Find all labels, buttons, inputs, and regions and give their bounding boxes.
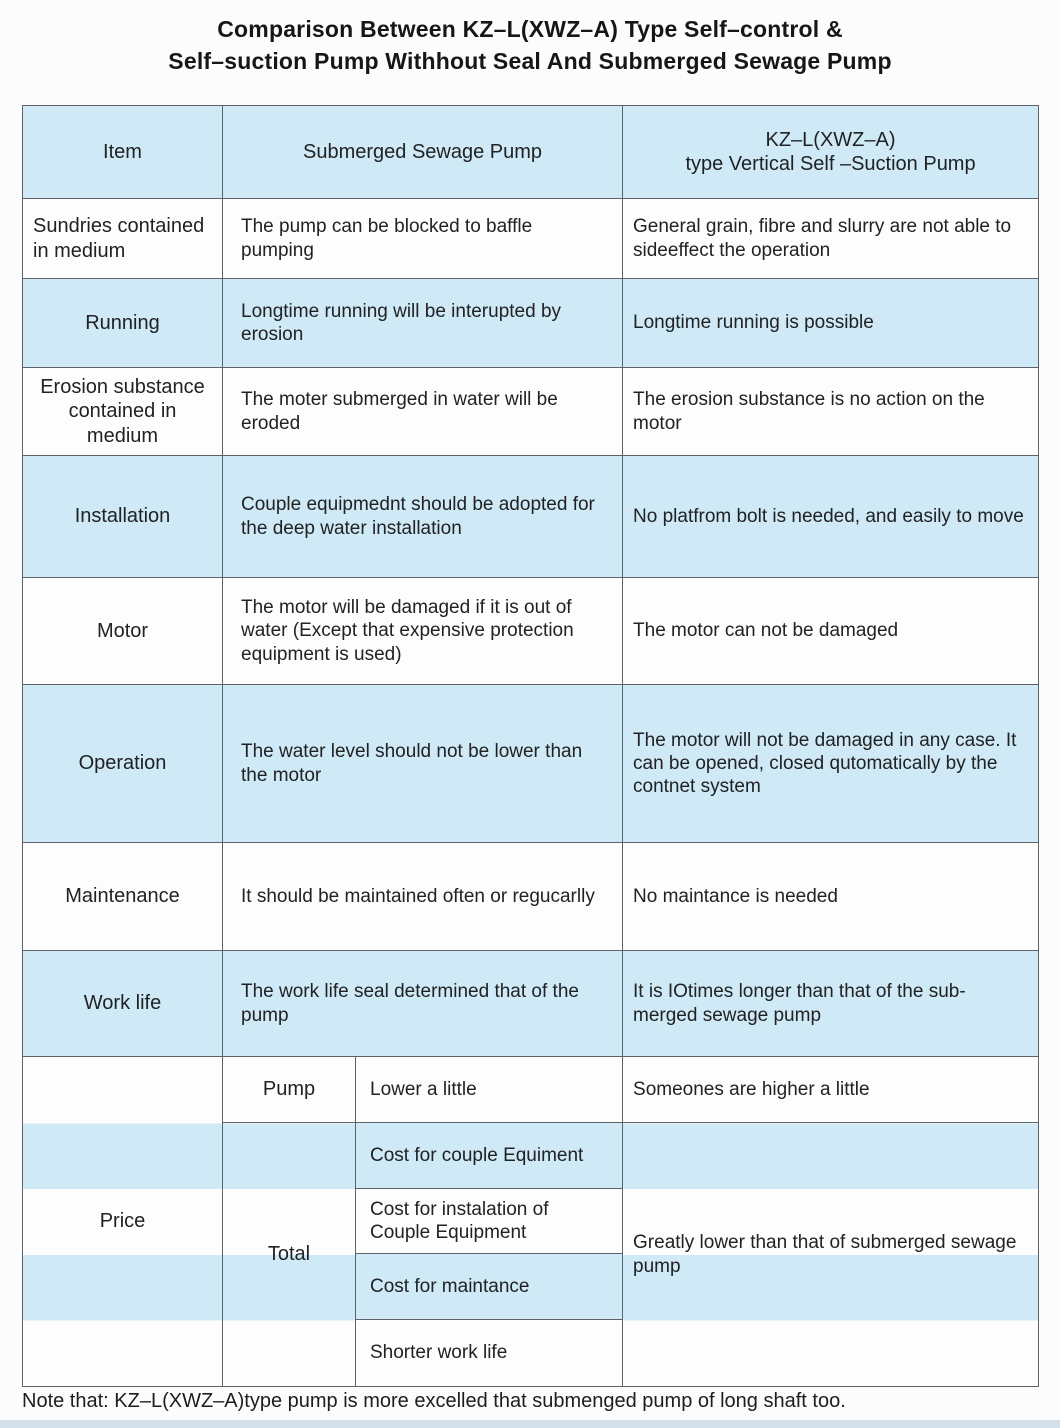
header-cell-submerged: Submerged Sewage Pump	[223, 106, 623, 199]
header-kz-line2: type Vertical Self –Suction Pump	[685, 153, 976, 175]
price-pump-submerged-cell: Lower a little	[356, 1057, 623, 1123]
table-row-maintenance	[23, 843, 1039, 951]
submerged-cell-running: Longtime running will be interupted by erosion	[223, 279, 623, 368]
submerged-cell-maintenance: It should be maintained often or regucarlly	[223, 843, 623, 951]
kz-cell-running: Longtime running is possible	[623, 279, 1039, 368]
item-cell-sundries: Sundries contained in medium	[23, 199, 223, 279]
item-cell-operation: Operation	[23, 685, 223, 843]
item-cell-maintenance: Maintenance	[23, 843, 223, 951]
table-row-running	[23, 279, 1039, 368]
submerged-cell-erosion: The moter submerged in water will be eroded	[223, 368, 623, 456]
item-cell-running: Running	[23, 279, 223, 368]
kz-cell-worklife: It is IOtimes longer than that of the sub-merged sewage pump	[623, 951, 1039, 1057]
price-pump-label-cell: Pump	[223, 1057, 356, 1123]
submerged-cell-motor: The motor will be damaged if it is out of water (Except that expensive protection equipment is used)	[223, 578, 623, 685]
kz-cell-operation: The motor will not be damaged in any case. It can be opened, closed qutomatically by the contnet system	[623, 685, 1039, 843]
submerged-cell-sundries: The pump can be blocked to baffle pumping	[223, 199, 623, 279]
price-cost-item-cell: Cost for maintance	[356, 1254, 623, 1320]
kz-cell-maintenance: No maintance is needed	[623, 843, 1039, 951]
header-kz-line1: KZ–L(XWZ–A)	[765, 128, 896, 151]
item-cell-worklife: Work life	[23, 951, 223, 1057]
table-row-operation	[23, 685, 1039, 843]
footnote: Note that: KZ–L(XWZ–A)type pump is more excelled that submenged pump of long shaft too.	[22, 1390, 846, 1412]
table-row-worklife	[23, 951, 1039, 1057]
bottom-strip	[0, 1420, 1060, 1428]
item-cell-price: Price	[23, 1057, 223, 1387]
price-cost-item-cell: Cost for instalation of Couple Equipment	[356, 1189, 623, 1254]
item-cell-erosion: Erosion substance contained in medium	[23, 368, 223, 456]
kz-cell-erosion: The erosion substance is no action on the motor	[623, 368, 1039, 456]
item-cell-motor: Motor	[23, 578, 223, 685]
page-title-line1: Comparison Between KZ–L(XWZ–A) Type Self–control &	[217, 16, 843, 42]
comparison-table	[22, 105, 1039, 1387]
page-title	[0, 13, 1060, 77]
kz-cell-installation: No platfrom bolt is needed, and easily to move	[623, 456, 1039, 578]
table-row-erosion	[23, 368, 1039, 456]
table-row-sundries	[23, 199, 1039, 279]
submerged-cell-operation: The water level should not be lower than the motor	[223, 685, 623, 843]
submerged-cell-worklife: The work life seal determined that of the pump	[223, 951, 623, 1057]
price-cost-item-cell: Cost for couple Equiment	[356, 1123, 623, 1189]
price-total-label-cell: Total	[223, 1123, 356, 1387]
submerged-cell-installation: Couple equipmednt should be adopted for the deep water installation	[223, 456, 623, 578]
header-row	[23, 106, 1039, 199]
header-cell-item: Item	[23, 106, 223, 199]
item-cell-installation: Installation	[23, 456, 223, 578]
price-total-kz-cell: Greatly lower than that of submerged sewage pump	[623, 1123, 1039, 1387]
table-row-motor	[23, 578, 1039, 685]
kz-cell-sundries: General grain, fibre and slurry are not able to sideeffect the operation	[623, 199, 1039, 279]
kz-cell-motor: The motor can not be damaged	[623, 578, 1039, 685]
price-pump-kz-cell: Someones are higher a little	[623, 1057, 1039, 1123]
header-cell-kz	[623, 106, 1039, 199]
page-title-line2: Self–suction Pump Withhout Seal And Submerged Sewage Pump	[168, 48, 892, 74]
price-cost-item-cell: Shorter work life	[356, 1320, 623, 1387]
table-row-installation	[23, 456, 1039, 578]
table-row-price-pump	[23, 1057, 1039, 1123]
